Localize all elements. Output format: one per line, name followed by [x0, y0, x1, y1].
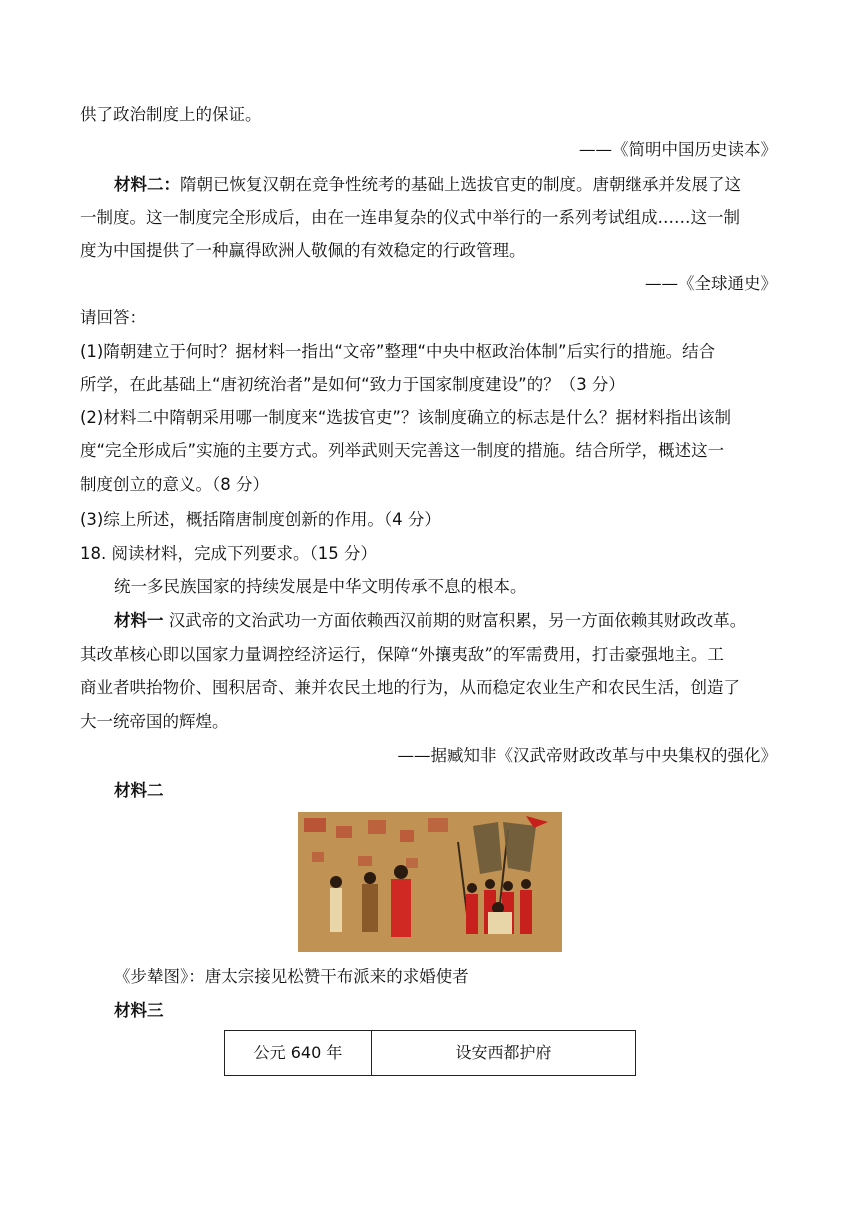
material2-caption: 《步辇图》：唐太宗接见松赞干布派来的求婚使者 — [114, 967, 469, 986]
material1-paragraph-line2: 其改革核心即以国家力量调控经济运行，保障“外攘夷敌”的军需费用，打击豪强地主。工 — [80, 645, 724, 664]
question-18-heading: 18. 阅读材料，完成下列要求。（15 分） — [80, 544, 377, 563]
bunian-painting-image — [298, 812, 562, 952]
table-row — [225, 1031, 636, 1076]
question-1-line1: (1)隋朝建立于何时？据材料一指出“文帝”整理“中央中枢政治体制”后实行的措施。结合 — [80, 342, 716, 361]
material1-label: 材料一 — [114, 611, 164, 630]
question-18-intro: 统一多民族国家的持续发展是中华文明传承不息的根本。 — [114, 577, 527, 596]
questions-prompt: 请回答： — [80, 308, 146, 327]
question-2-line1: (2)材料二中隋朝采用哪一制度来“选拔官吏”？该制度确立的标志是什么？据材料指出该制 — [80, 408, 731, 427]
material2-source: ——《全球通史》 — [645, 274, 777, 293]
material2-line1-text: 隋朝已恢复汉朝在竞争性统考的基础上选拔官吏的制度。唐朝继承并发展了这 — [180, 175, 741, 194]
material1-paragraph-line4: 大一统帝国的辉煌。 — [80, 712, 229, 731]
material2-label: 材料二： — [114, 175, 180, 194]
table-cell-event: 设安西都护府 — [372, 1031, 636, 1076]
question-2-line2: 度“完全形成后”实施的主要方式。列举武则天完善这一制度的措施。结合所学，概述这一 — [80, 441, 725, 460]
question-1-line2: 所学，在此基础上“唐初统治者”是如何“致力于国家制度建设”的？（3 分） — [80, 375, 625, 394]
material1-paragraph-line3: 商业者哄抬物价、囤积居奇、兼并农民土地的行为，从而稳定农业生产和农民生活，创造了 — [80, 678, 740, 697]
material1-paragraph-line1 — [114, 610, 746, 632]
material1-source-2: ——据臧知非《汉武帝财政改革与中央集权的强化》 — [397, 746, 777, 765]
question-3: (3)综上所述，概括隋唐制度创新的作用。（4 分） — [80, 510, 441, 529]
material1-tail-text: 供了政治制度上的保证。 — [80, 105, 262, 124]
table-cell-year: 公元 640 年 — [225, 1031, 372, 1076]
material2-paragraph-line2: 一制度。这一制度完全形成后，由在一连串复杂的仪式中举行的一系列考试组成……这一制 — [80, 208, 740, 227]
material2-paragraph-line3: 度为中国提供了一种赢得欧洲人敬佩的有效稳定的行政管理。 — [80, 241, 526, 260]
painting-illustration — [298, 812, 562, 952]
material1-line1-text: 汉武帝的文治武功一方面依赖西汉前期的财富积累，另一方面依赖其财政改革。 — [163, 611, 747, 630]
material2-label-2: 材料二 — [114, 781, 164, 800]
material2-paragraph-line1 — [114, 174, 741, 196]
material3-table — [224, 1030, 636, 1076]
material1-source: ——《简明中国历史读本》 — [579, 140, 777, 159]
question-2-line3: 制度创立的意义。（8 分） — [80, 475, 269, 494]
material3-label: 材料三 — [114, 1001, 164, 1020]
